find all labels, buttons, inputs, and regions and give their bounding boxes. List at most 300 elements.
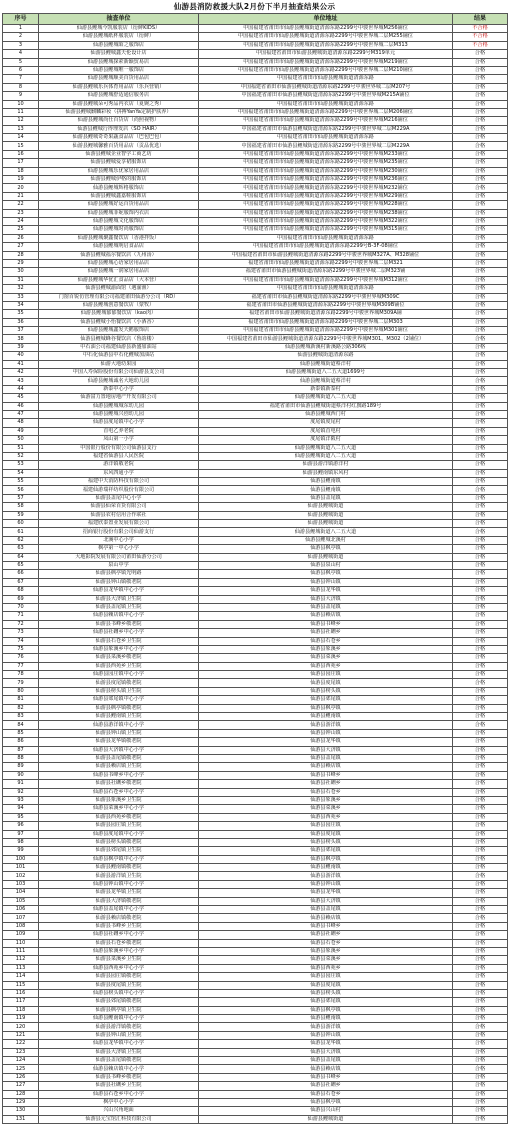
row-result: 合格 — [453, 897, 508, 905]
row-index: 81 — [3, 696, 39, 704]
row-unit: 仙游县鲤城蜂谷餐饮店（鲁韵楼） — [39, 335, 199, 343]
row-result: 合格 — [453, 645, 508, 653]
row-result: 合格 — [453, 1115, 508, 1123]
row-unit: 仙游县园庄镇敬老院 — [39, 973, 199, 981]
row-index: 126 — [3, 1073, 39, 1081]
row-index: 6 — [3, 66, 39, 74]
row-result: 合格 — [453, 494, 508, 502]
row-result: 合格 — [453, 251, 508, 259]
row-unit: 仙游县鲤城菲妮服饰内衣店 — [39, 209, 199, 217]
row-result: 合格 — [453, 209, 508, 217]
row-result: 合格 — [453, 1023, 508, 1031]
row-address: 中国福建省莆田市仙游县鲤城街道清源东路 — [199, 100, 453, 108]
table-row — [3, 1115, 508, 1123]
row-result: 合格 — [453, 1031, 508, 1039]
row-unit: 仙游县榜头镇卫生院 — [39, 687, 199, 695]
row-address: 仙游县鲤城街道八二五大道 — [199, 394, 453, 402]
row-address: 仙游县西苑乡 — [199, 813, 453, 821]
row-index: 1 — [3, 25, 39, 33]
table-row — [3, 947, 508, 955]
table-row — [3, 469, 508, 477]
table-row — [3, 402, 508, 410]
row-result: 合格 — [453, 788, 508, 796]
row-address: 中国福建省莆田市仙游县鲤城街道清源东路2299号中骏世界城二层M207号 — [199, 83, 453, 91]
row-address: 中国福建省莆田市仙游县鲤城街道清源东路2299号中骏世界城M233铺位 — [199, 150, 453, 158]
row-result: 合格 — [453, 704, 508, 712]
table-row — [3, 293, 508, 301]
row-unit: 仙游县石苍乡中心小学 — [39, 788, 199, 796]
row-result: 合格 — [453, 217, 508, 225]
row-address: 福建省莆田市仙游县鲤城街道清源东路2299号中骏世界城M309A铺 — [199, 310, 453, 318]
row-index: 45 — [3, 394, 39, 402]
row-address: 中国福建省莆田市仙游县鲤城街道清源东路2299号中骏世界城二层M313 — [199, 41, 453, 49]
row-result: 合格 — [453, 922, 508, 930]
row-result: 合格 — [453, 259, 508, 267]
table-row — [3, 637, 508, 645]
row-address: 仙游县社硎乡 — [199, 931, 453, 939]
row-index: 99 — [3, 847, 39, 855]
row-result: 合格 — [453, 721, 508, 729]
row-address: 仙游县枫亭镇 — [199, 545, 453, 553]
table-row — [3, 998, 508, 1006]
row-result: 合格 — [453, 620, 508, 628]
table-row — [3, 830, 508, 838]
row-address: 仙游县赖店镇 — [199, 914, 453, 922]
row-unit: 仙游县鲤城兴创幼儿园 — [39, 410, 199, 418]
row-unit: 仙游县大济镇中心小学 — [39, 746, 199, 754]
row-address: 仙游县榜头镇 — [199, 989, 453, 997]
row-unit: 仙游县榜头镇中心小学 — [39, 989, 199, 997]
row-address: 仙游县龙华镇 — [199, 738, 453, 746]
row-unit: 仙游县龙华镇中心小学 — [39, 1040, 199, 1048]
row-unit: 新泰中心小学 — [39, 385, 199, 393]
row-unit: 仙游县鲤城聚鑫餐饮店（香港拌饭） — [39, 234, 199, 242]
row-index: 69 — [3, 595, 39, 603]
row-address: 仙游县石苍乡 — [199, 788, 453, 796]
table-row — [3, 956, 508, 964]
row-address: 仙游县鲤南镇 — [199, 713, 453, 721]
row-address: 仙游县龙华镇 — [199, 889, 453, 897]
table-row — [3, 855, 508, 863]
row-result: 合格 — [453, 889, 508, 897]
table-row — [3, 419, 508, 427]
row-index: 67 — [3, 578, 39, 586]
row-unit: 仙游县郊尾镇敬老院 — [39, 998, 199, 1006]
row-result: 合格 — [453, 285, 508, 293]
table-row — [3, 562, 508, 570]
table-row — [3, 931, 508, 939]
table-row — [3, 243, 508, 251]
row-unit: 枫亭第一中心小学 — [39, 545, 199, 553]
row-result: 合格 — [453, 553, 508, 561]
row-index: 130 — [3, 1107, 39, 1115]
table-row — [3, 906, 508, 914]
row-result: 合格 — [453, 1006, 508, 1014]
table-row — [3, 301, 508, 309]
row-result: 合格 — [453, 679, 508, 687]
row-address: 仙游县枫亭镇 — [199, 570, 453, 578]
row-index: 51 — [3, 444, 39, 452]
row-unit: 仙游县游洋镇卫生院 — [39, 872, 199, 880]
table-row — [3, 83, 508, 91]
table-row — [3, 1107, 508, 1115]
row-unit: 仙游县鲤城渝面馆（遇渝渔） — [39, 285, 199, 293]
row-address: 仙游县鲤南镇东风村 — [199, 469, 453, 477]
row-result: 合格 — [453, 1048, 508, 1056]
table-row — [3, 394, 508, 402]
table-row — [3, 838, 508, 846]
row-unit: 仙游县钟山镇卫生院 — [39, 1031, 199, 1039]
row-address: 仙游县鲤城街道蔡洋村 — [199, 360, 453, 368]
row-unit: 仙游县钟山镇中心小学 — [39, 880, 199, 888]
row-address: 仙游县泉山村 — [199, 562, 453, 570]
row-result: 不合格 — [453, 41, 508, 49]
table-row — [3, 25, 508, 33]
table-body — [3, 25, 508, 1124]
row-unit: 大地影院发展有限公司莆田仙游分公司 — [39, 553, 199, 561]
row-unit: 仙游大地幼果园 — [39, 360, 199, 368]
row-index: 8 — [3, 83, 39, 91]
row-unit: 仙游县鲤南镇中心小学 — [39, 1015, 199, 1023]
row-index: 46 — [3, 402, 39, 410]
table-row — [3, 100, 508, 108]
row-address: 仙游县钟山镇 — [199, 880, 453, 888]
row-address: 仙游县鲤城街道八二五大道 — [199, 444, 453, 452]
row-unit: 游洋镇敬老院 — [39, 461, 199, 469]
row-index: 116 — [3, 989, 39, 997]
row-result: 合格 — [453, 234, 508, 242]
row-result: 合格 — [453, 92, 508, 100]
row-address: 仙游县鲤城西门村 — [199, 410, 453, 418]
row-result: 合格 — [453, 939, 508, 947]
table-row — [3, 184, 508, 192]
row-address: 仙游县园庄镇 — [199, 671, 453, 679]
row-address: 中国福建省莆田市仙游县鲤城街道清源东路2299号M319单元 — [199, 50, 453, 58]
row-unit: 仙游县郊尾镇卫生院 — [39, 847, 199, 855]
row-address: 中国福建省莆田市仙游县鲤城街道清源东路2299号中骏世界城M230铺位 — [199, 167, 453, 175]
table-row — [3, 335, 508, 343]
row-result: 合格 — [453, 771, 508, 779]
row-index: 96 — [3, 822, 39, 830]
table-row — [3, 872, 508, 880]
row-index: 68 — [3, 587, 39, 595]
row-unit: 仙游县盖尾中心小学 — [39, 494, 199, 502]
row-index: 4 — [3, 50, 39, 58]
row-unit: 凤山第一小学 — [39, 436, 199, 444]
row-result: 不合格 — [453, 33, 508, 41]
row-result: 合格 — [453, 595, 508, 603]
row-unit: 仙游县游洋镇敬老院 — [39, 1023, 199, 1031]
row-address: 仙游县书峰乡 — [199, 620, 453, 628]
row-index: 82 — [3, 704, 39, 712]
row-unit: 仙游县菜溪乡敬老院 — [39, 654, 199, 662]
table-row — [3, 973, 508, 981]
table-row — [3, 754, 508, 762]
inspection-results-table — [2, 13, 508, 1124]
table-row — [3, 805, 508, 813]
row-address: 仙游县钟山镇 — [199, 729, 453, 737]
row-address: 中国福建省莆田市仙游县鲤城街道清源东路2299号中骏世界城M238铺位 — [199, 209, 453, 217]
row-index: 83 — [3, 713, 39, 721]
row-address: 仙游县鲤城街道 — [199, 553, 453, 561]
row-address: 新泰镇新泰村 — [199, 385, 453, 393]
row-result: 合格 — [453, 167, 508, 175]
row-address: 中国福建省莆田市仙游县鲤城街道清源东路 — [199, 285, 453, 293]
row-address: 中国福建省莆田市仙游县鲤城街道清源东路2299号中骏世界城二层M229A — [199, 142, 453, 150]
row-result: 合格 — [453, 469, 508, 477]
table-row — [3, 318, 508, 326]
row-unit: 仙游县鲤城企业智学工商艺坊 — [39, 150, 199, 158]
row-result: 合格 — [453, 410, 508, 418]
row-result: 合格 — [453, 662, 508, 670]
row-result: 合格 — [453, 570, 508, 578]
table-row — [3, 1073, 508, 1081]
row-address: 仙游县书峰乡 — [199, 1073, 453, 1081]
table-row — [3, 486, 508, 494]
row-index: 109 — [3, 931, 39, 939]
row-index: 75 — [3, 645, 39, 653]
row-address: 仙游县菜溪乡 — [199, 805, 453, 813]
table-row — [3, 620, 508, 628]
table-row — [3, 662, 508, 670]
row-index: 65 — [3, 562, 39, 570]
row-address: 福建省莆田市仙游县鲤城街道清源东路2299号中骏世界城M309C — [199, 293, 453, 301]
table-row — [3, 889, 508, 897]
row-address: 度尾镇首电村 — [199, 427, 453, 435]
row-index: 41 — [3, 360, 39, 368]
row-result: 合格 — [453, 1099, 508, 1107]
row-index: 98 — [3, 838, 39, 846]
row-index: 9 — [3, 92, 39, 100]
row-result: 合格 — [453, 654, 508, 662]
row-result: 合格 — [453, 436, 508, 444]
row-unit: 仙游县大济镇卫生院 — [39, 1048, 199, 1056]
row-unit: 仙游县书峰乡中心小学 — [39, 771, 199, 779]
row-unit: 仙游县赖店镇敬老院 — [39, 914, 199, 922]
row-index: 106 — [3, 906, 39, 914]
row-address: 仙游县鲤城街道 — [199, 503, 453, 511]
row-address: 仙游县郊尾镇 — [199, 696, 453, 704]
row-index: 128 — [3, 1090, 39, 1098]
row-address: 中国福建省莆田市仙游县鲤城街道清源东路2299号中骏世界城M232铺位 — [199, 184, 453, 192]
row-address: 中国福建省莆田市仙游县鲤城街道清源东路2299号中骏世界城M228铺位 — [199, 201, 453, 209]
row-unit: 中国人寿保险股份有限公司仙游县支公司 — [39, 369, 199, 377]
row-index: 13 — [3, 125, 39, 133]
row-unit: 仙游县鲤城探索新颖贸易店 — [39, 58, 199, 66]
row-unit: 仙游县度尾镇敬老院 — [39, 679, 199, 687]
table-row — [3, 1057, 508, 1065]
table-row — [3, 285, 508, 293]
row-unit: 仙游县石苍乡卫生院 — [39, 637, 199, 645]
row-unit: 仙游县鲤城创意餐饮店（蒙牧） — [39, 301, 199, 309]
row-unit: 仙游县榜头镇敬老院 — [39, 838, 199, 846]
row-address: 仙游县园庄镇 — [199, 973, 453, 981]
table-row — [3, 822, 508, 830]
row-index: 88 — [3, 754, 39, 762]
row-unit: 福建欣泰置业发展有限公司 — [39, 520, 199, 528]
row-unit: 仙游县鲤城城东幼儿园 — [39, 402, 199, 410]
row-result: 合格 — [453, 159, 508, 167]
row-result: 合格 — [453, 1040, 508, 1048]
row-index: 84 — [3, 721, 39, 729]
row-unit: 仙游县鲤城鑫嘉鞋服饰店 — [39, 192, 199, 200]
header-unit: 抽查单位 — [39, 14, 199, 25]
row-result: 合格 — [453, 906, 508, 914]
row-address: 仙游县鲤城街道 — [199, 511, 453, 519]
table-row — [3, 1090, 508, 1098]
row-address: 仙游县枫亭镇 — [199, 855, 453, 863]
table-row — [3, 385, 508, 393]
row-address: 仙游县鲤南镇 — [199, 486, 453, 494]
row-unit: 仙游县鲤城华优汇食品店（大本营） — [39, 276, 199, 284]
row-index: 103 — [3, 880, 39, 888]
row-address: 仙游县鲤城街道 — [199, 1115, 453, 1123]
row-address: 仙游县社硎乡 — [199, 1082, 453, 1090]
table-row — [3, 226, 508, 234]
row-result: 合格 — [453, 838, 508, 846]
row-result: 合格 — [453, 964, 508, 972]
table-row — [3, 427, 508, 435]
row-result: 合格 — [453, 360, 508, 368]
row-index: 16 — [3, 150, 39, 158]
table-row — [3, 713, 508, 721]
row-unit: 仙游县盖尾镇敬老院 — [39, 1057, 199, 1065]
row-unit: 仙游县鲤城麒麟彩妆（拼搏YanYa定制护肤养） — [39, 108, 199, 116]
row-address: 仙游县郊尾镇 — [199, 998, 453, 1006]
row-unit: 仙游县鲤城文化服饰店 — [39, 217, 199, 225]
row-address: 中国福建省莆田市仙游县鲤城街道清源东路2299号中骏世界城M327A、M328铺位 — [199, 251, 453, 259]
page-title: 仙游县消防救援大队2月份下半月抽查结果公示 — [173, 2, 336, 11]
row-address: 中国福建省莆田市仙游县鲤城街道清源东路2299号中骏世界城M216铺位 — [199, 117, 453, 125]
row-result: 合格 — [453, 637, 508, 645]
table-row — [3, 595, 508, 603]
row-address: 仙游县书峰乡 — [199, 771, 453, 779]
row-result: 合格 — [453, 100, 508, 108]
row-result: 合格 — [453, 973, 508, 981]
row-result: 合格 — [453, 201, 508, 209]
row-index: 107 — [3, 914, 39, 922]
table-row — [3, 410, 508, 418]
row-unit: 门窗百锐仿管理有限公司福建莆田仙游分公司（RD） — [39, 293, 199, 301]
row-result: 合格 — [453, 117, 508, 125]
row-index: 74 — [3, 637, 39, 645]
row-unit: 仙游县龙华镇中心小学 — [39, 587, 199, 595]
row-index: 26 — [3, 234, 39, 242]
row-address: 仙游县盖尾镇 — [199, 1057, 453, 1065]
row-index: 55 — [3, 478, 39, 486]
row-result: 合格 — [453, 301, 508, 309]
table-row — [3, 780, 508, 788]
row-unit: 仙游县象溪乡中心小学 — [39, 947, 199, 955]
row-result: 合格 — [453, 369, 508, 377]
row-result: 合格 — [453, 385, 508, 393]
row-unit: 仙游县枫亭镇中心小学 — [39, 855, 199, 863]
table-row — [3, 578, 508, 586]
row-index: 34 — [3, 301, 39, 309]
table-row — [3, 603, 508, 611]
row-result: 合格 — [453, 629, 508, 637]
row-result: 合格 — [453, 562, 508, 570]
row-result: 不合格 — [453, 25, 508, 33]
row-unit: 仙游县盖尾镇敬老院 — [39, 754, 199, 762]
row-index: 105 — [3, 897, 39, 905]
row-unit: 仙游县鲤城福尔餐饮店（九州汤） — [39, 251, 199, 259]
row-unit: 泉山中学 — [39, 562, 199, 570]
row-address: 仙游县游洋镇 — [199, 1023, 453, 1031]
table-row — [3, 612, 508, 620]
row-index: 40 — [3, 352, 39, 360]
table-row — [3, 251, 508, 259]
row-index: 129 — [3, 1099, 39, 1107]
row-unit: 仙游县鲤城行得理发店（SO HAIR） — [39, 125, 199, 133]
row-unit: 仙游县书峰乡敬老院 — [39, 620, 199, 628]
row-address: 中国福建省莆田市仙游县鲤城街道清源东路2299号中骏世界城M256铺位 — [199, 25, 453, 33]
row-index: 77 — [3, 662, 39, 670]
row-index: 72 — [3, 620, 39, 628]
row-index: 125 — [3, 1065, 39, 1073]
row-index: 10 — [3, 100, 39, 108]
table-row — [3, 788, 508, 796]
row-unit: 仙游县西苑乡卫生院 — [39, 662, 199, 670]
row-result: 合格 — [453, 1082, 508, 1090]
row-unit: 仙游县盖尾镇中心小学 — [39, 906, 199, 914]
row-result: 合格 — [453, 268, 508, 276]
row-index: 42 — [3, 369, 39, 377]
row-index: 113 — [3, 964, 39, 972]
table-row — [3, 50, 508, 58]
row-unit: 仙游县鲤城纸杯服装店（衍鲜） — [39, 33, 199, 41]
table-row — [3, 553, 508, 561]
row-unit: 仙游县龙华镇敬老院 — [39, 738, 199, 746]
row-index: 50 — [3, 436, 39, 444]
row-unit: 仙游县西苑乡中心小学 — [39, 964, 199, 972]
row-unit: 兴山兴角地面 — [39, 1107, 199, 1115]
row-address: 仙游县钟山镇 — [199, 578, 453, 586]
row-index: 78 — [3, 671, 39, 679]
row-index: 118 — [3, 1006, 39, 1014]
table-row — [3, 746, 508, 754]
row-result: 合格 — [453, 746, 508, 754]
row-address: 仙游县鲤南镇 — [199, 478, 453, 486]
row-result: 合格 — [453, 50, 508, 58]
row-address: 福建省莆田市仙游县鲤城街道清源东路2299号中骏世界城M309B铺位 — [199, 301, 453, 309]
row-result: 合格 — [453, 335, 508, 343]
row-index: 29 — [3, 259, 39, 267]
table-row — [3, 729, 508, 737]
header-result: 结果 — [453, 14, 508, 25]
table-row — [3, 922, 508, 930]
row-index: 111 — [3, 947, 39, 955]
row-result: 合格 — [453, 872, 508, 880]
table-row — [3, 310, 508, 318]
row-index: 123 — [3, 1048, 39, 1056]
row-result: 合格 — [453, 318, 508, 326]
row-unit: 福建省仙游县人民医院 — [39, 452, 199, 460]
table-row — [3, 897, 508, 905]
row-index: 48 — [3, 419, 39, 427]
row-index: 94 — [3, 805, 39, 813]
row-unit: 仙游县鲤城好运百货用品店 — [39, 201, 199, 209]
table-row — [3, 1048, 508, 1056]
table-row — [3, 461, 508, 469]
row-index: 85 — [3, 729, 39, 737]
row-index: 73 — [3, 629, 39, 637]
row-result: 合格 — [453, 503, 508, 511]
table-row — [3, 813, 508, 821]
row-index: 80 — [3, 687, 39, 695]
row-result: 合格 — [453, 738, 508, 746]
row-address: 仙游县菜溪乡 — [199, 654, 453, 662]
